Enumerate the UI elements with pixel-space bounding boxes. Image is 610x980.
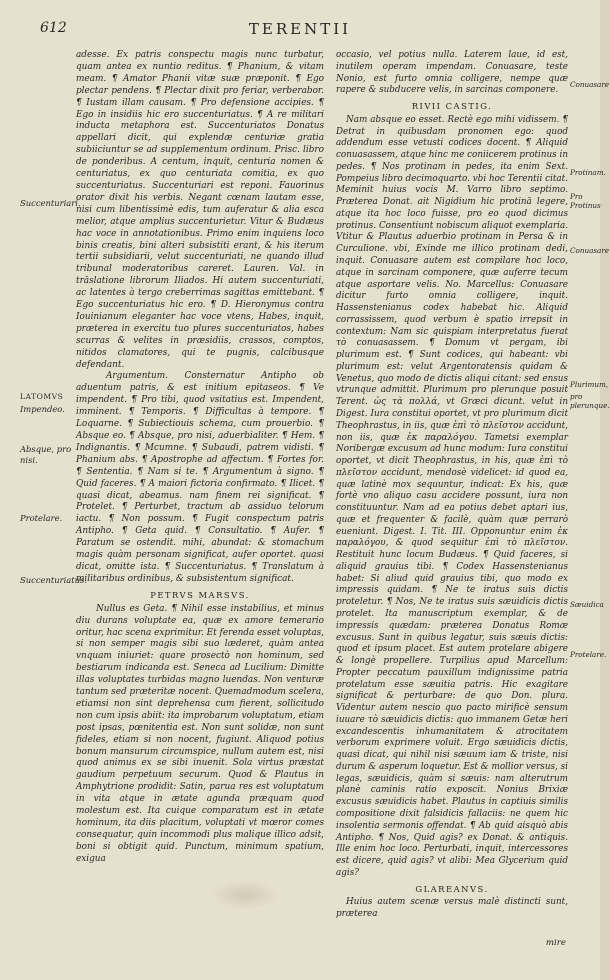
margin-note: Pro Protinus bbox=[570, 192, 601, 210]
page-number: 612 bbox=[40, 20, 67, 36]
commentary-paragraph: Argumentum. Consternatur Antipho ob aduentum patris, & est initium epitaseos. ¶ Ve impendent. ¶ Pro tibi, quod vsitatius est. Impendent, imminent. ¶ Temporis. ¶ Difficultas à tempore. ¶ Loquarne. ¶ Subiectiouis schema, cum prouerbio. ¶ Absque eo. ¶ Absque, pro nisi, aduerbialiter. ¶ Hem. ¶ Indignantis. ¶ Mcumne. ¶ Subaudi, patrem vidisti. ¶ Phanium abs. ¶ Apostrophe ad affectum. ¶ Fortes for. ¶ Sententia. ¶ Nam si te. ¶ Argumentum à signo. ¶ Quid faceres. ¶ A maiori fictoria confirmato. ¶ Ilicet. ¶ quasi dicat, abeamus. nam finem rei significat. ¶ Protelet. ¶ Perturbet, tractum ab assiduo telorum iactu. ¶ Non possum. ¶ Fugit conspectum patris Antipho. ¶ Geta quid. ¶ Consultatio. ¶ Aufer. ¶ Paratum se ostendit. mihi, abundat: & stomachum magis quàm personam significat, aufer oportet. quasi dicat, omitte ista. ¶ Succenturiatus. ¶ Translatum à militaribus ordinibus, & subsistentum significat. bbox=[76, 371, 324, 584]
right-column bbox=[336, 50, 568, 921]
running-title: TERENTII bbox=[248, 20, 352, 38]
margin-note: Protelare. bbox=[570, 650, 607, 659]
margin-note: Impendeo. bbox=[20, 404, 65, 414]
margin-note: Succenturiatus. bbox=[20, 575, 88, 585]
margin-note: Protelare. bbox=[20, 513, 63, 523]
commentary-paragraph: Huius autem scenæ versus malè distincti sunt, præterea bbox=[336, 897, 568, 920]
left-column bbox=[76, 50, 324, 866]
page-header bbox=[20, 20, 580, 44]
commentary-paragraph: Nam absque eo esset. Rectè ego mihi vidissem. ¶ Detrat in quibusdam pronomen ego: quod addendum esse vetusti codices docent. ¶ Aliquid conuasassem, atque hinc me coniicerem protinus in pedes. ¶ Nos protinam in pedes, ita enim Sext. Pompeius libro decimoquarto. vbi hoc Terentii citat. Meminit huius vocis M. Varro libro septimo. Præterea Donat. ait Nigidium hic protinā legere, atque ita hoc loco fuisse, pro eo quod dicimus protinus. Consentiunt nobiscum aliquot exemplaria. Vtitur & Plautus aduerbio protinam in Persa & in Curculione. vbi, Exinde me illico protinam dedi, inquit. Conuasare autem est compilare hoc loco, atque in sarcinam componere, quæ auferre tecum atque asportare velis. No. Marcellus: Conuasare dicitur furto omnia colligere, inquit. Hassenstenianus codex habebat hic. Aliquid corrassissem, quod verbum è spatio irrepsit in contextum: Nam sic quispiam interpretatus fuerat τὸ conuasassem. ¶ Domum vt pergam, ibi plurimum est. ¶ Sunt codices, qui habeant: vbi plurimum est: velut Argentoratensis quidam & Venetus, quo modo de dictis aliqui citant: sed ensus vtrunque admittit. Plurimum pro plerunque posuit Terent. ὡς τὰ πολλά, vt Græci dicunt. velut in Digest. Iura constitui oportet, vt pro plurimum dicit Theophrastus, in iis, quæ ἐπὶ τὸ πλεῖστον accidunt, non iis, quæ ἐκ παραλόγου. Tametsi exemplar Noribergæ excusum ad hunc modum: Iura constitui oportet, vt dicit Theophrastus, in his, quæ ἐπὶ τὸ πλεῖστον accidunt, mendosè videlicet: id quod ea, quæ latinè mox sequuntur, indicat: Ex his, quæ fortè vno aliquo casu accidere possunt, iura non constituuntur. Nam ad ea potius debet aptari ius, quæ et frequenter & facilè, quàm quæ perrarò eueniunt. Digest. I. Tit. III. Opponuntur enim ἐκ παραλόγου, & quod sequitur ἐπὶ τὸ πλεῖστον. Restituit hunc locum Budæus. ¶ Quid faceres, si aliquid grauius tibi. ¶ Codex Hassenstenianus habet: Si aliud quid grauius tibi, quo modo ex impressis quidam. ¶ Ne te iratus suis dictis proteletur. ¶ Nos, Ne te iratus suis sæuidicis dictis protelet. Ita manuscriptum exemplar, & de impressis quædam: præterea Donatus Romæ excusus. Sunt in quibus legatur, suis sæuis dictis: quod et ipsum placet. Est autem protelare abigere & longè propellere. Turpilius apud Marcellum: Propter peccatum pauxillum indignissime patria protelatum esse sæuitia patris. Hic exagitare significat & perturbare: de quo Don. plura. Videntur autem nescio quo pacto mirificè sensum iuuare τὸ sæuidicis dictis: quo immanem Getæ heri excandescentis inhumanitatem & atrocitatem verborum exprimere voluit. Ergo sæuidicis dictis, quasi dicat, qui nihil nisi sæuum iam & triste, nisi durum & asperum loquetur. Est & mollior versus, si legas, sæuidicis, quàm si sæuis: nam alterutrum planè caminis ratio exposcit. Nonius Brixiæ excusus sæuidicis habet. Plautus in captiuis similis compositione dixit falsidicis fallaciis: ne quem hic insolentia sermonis offendat. ¶ Ab quid aisquò abis Antipho. ¶ Nos, Quid agis? ex Donat. & antiquis. Ille enim hoc loco. Perturbati, inquit, intercessores est dicere, quid agis? vt alibi: Mea Glycerium quid agis? bbox=[336, 114, 568, 878]
margin-note: LATOMVS bbox=[20, 392, 64, 401]
commentary-paragraph: Nullus es Geta. ¶ Nihil esse instabilius, et minus diu durans voluptate ea, quæ ex amore temerario oritur, hac scena exprimitur. Et ferenda esset voluptas, si non semper magis sibi suo læderet, quàm antea vnquam iniuriet: quare prosectò non hominum, sed bestiarum indicanda est. Seneca ad Lucilium: Dimitte illas voluptates turbidas magno luendas. Non venturæ tantum sed præteritæ nocent. Quemadmodum scelera, etiamsi non sint deprehensa cum fierent, sollicitudo non cum ipsis abiit: ita improbarum voluptatum, etiam post ipsas, pœnitentia est. Non sunt solidæ, non sunt fideles, etiam si non nocent, fugiunt. Aliquod potius bonum mansurum circumspice, nullum autem est, nisi quod animus ex se sibi inuenit. Sola virtus præstat gaudium perpetuum securum. Quod & Plautus in Amphytrione prodidit: Satin, parua res est voluptatum in vita atque in ætate agunda præquam quod molestum est. Ita cuique comparatum est in ætate hominum, ita diis placitum, voluptati vt mœror comes consequatur, quin incommodi plus malique illico adsit, boni si obtigit quid. Punctum, minimum spatium, exigua bbox=[76, 603, 324, 864]
margin-note: Absque, pro nisi. bbox=[20, 444, 72, 465]
margin-note: Protinam. bbox=[570, 168, 606, 177]
section-heading: GLAREANVS. bbox=[415, 883, 489, 894]
margin-note: Sæuidica bbox=[570, 600, 604, 609]
margin-note: Succenturiari. bbox=[20, 198, 81, 208]
margin-note: Plurimum, bbox=[570, 380, 609, 389]
commentary-paragraph: adesse. Ex patris conspectu magis nunc turbatur, quam antea ex nuntio reditus. ¶ Phanium, & vitam meam. ¶ Amator Phanii vitæ suæ præponit. ¶ Ego plectar pendens. ¶ Plectar dixit pro feriar, verberabor. ¶ Iustam illam causam. ¶ Pro defensione accipies. ¶ Ego in insidiis hic ero succenturiatus. ¶ A re militari inducta metaphora est. Succenturiatos Donatus appellari dicit, qui explendæ centuriæ gratia subiiciuntur se ad supplementum ordinum. Prisc. libro de ponderibus. A centum, inquit, centuria nomen & centuriatus, ex quo centuriata comitia, ex quo succenturiatus. Succenturiari est reponi. Fauorinus orator dixit his verbis. Negant cœnam lautam esse, nisi cum libentissimè edis, tum auferatur & alia esca melior, atque amplius succenturietur. Vitur & Budæus hac voce in annotationibus. Primo enim inquiens loco binis creatis, bini alteri subsistiti erant, & his iterum tertii subsidiarii, velut succenturiati, ne quando illud tribunal moderatoribus careret. Lauren. Val. in trāslatione librorum Iliados. Hi autem succenturiati, ac latentes à tergo creberrimas sagittas emittebant. ¶ Ego succenturiatus hic ero. ¶ D. Hieronymus contra Iouinianum eleganter hac voce vtens, Habes, inquit, præterea in exercitu tuo plures succenturiatos, habes scurras & velites in præsidiis, crassos, comptos, nitidos clamatores, qui te pugnis, calcibusque defendant. bbox=[76, 50, 324, 370]
margin-note: Conuasare bbox=[570, 246, 610, 255]
margin-note: Conuasare bbox=[570, 80, 610, 89]
catchword: mire bbox=[545, 938, 566, 948]
margin-note: pro plerunque. bbox=[570, 392, 610, 410]
paper-stain bbox=[210, 880, 280, 910]
section-heading: RIVII CASTIG. bbox=[411, 101, 493, 112]
section-heading: PETRVS MARSVS. bbox=[150, 589, 250, 600]
commentary-paragraph: occasio, vel potius nulla. Laterem laue, id est, inutilem operam impendam. Conuasare, teste Nonio, est furto omnia colligere, nempe quæ rapere & subducere velis, in sarcinas componere. bbox=[336, 50, 568, 96]
